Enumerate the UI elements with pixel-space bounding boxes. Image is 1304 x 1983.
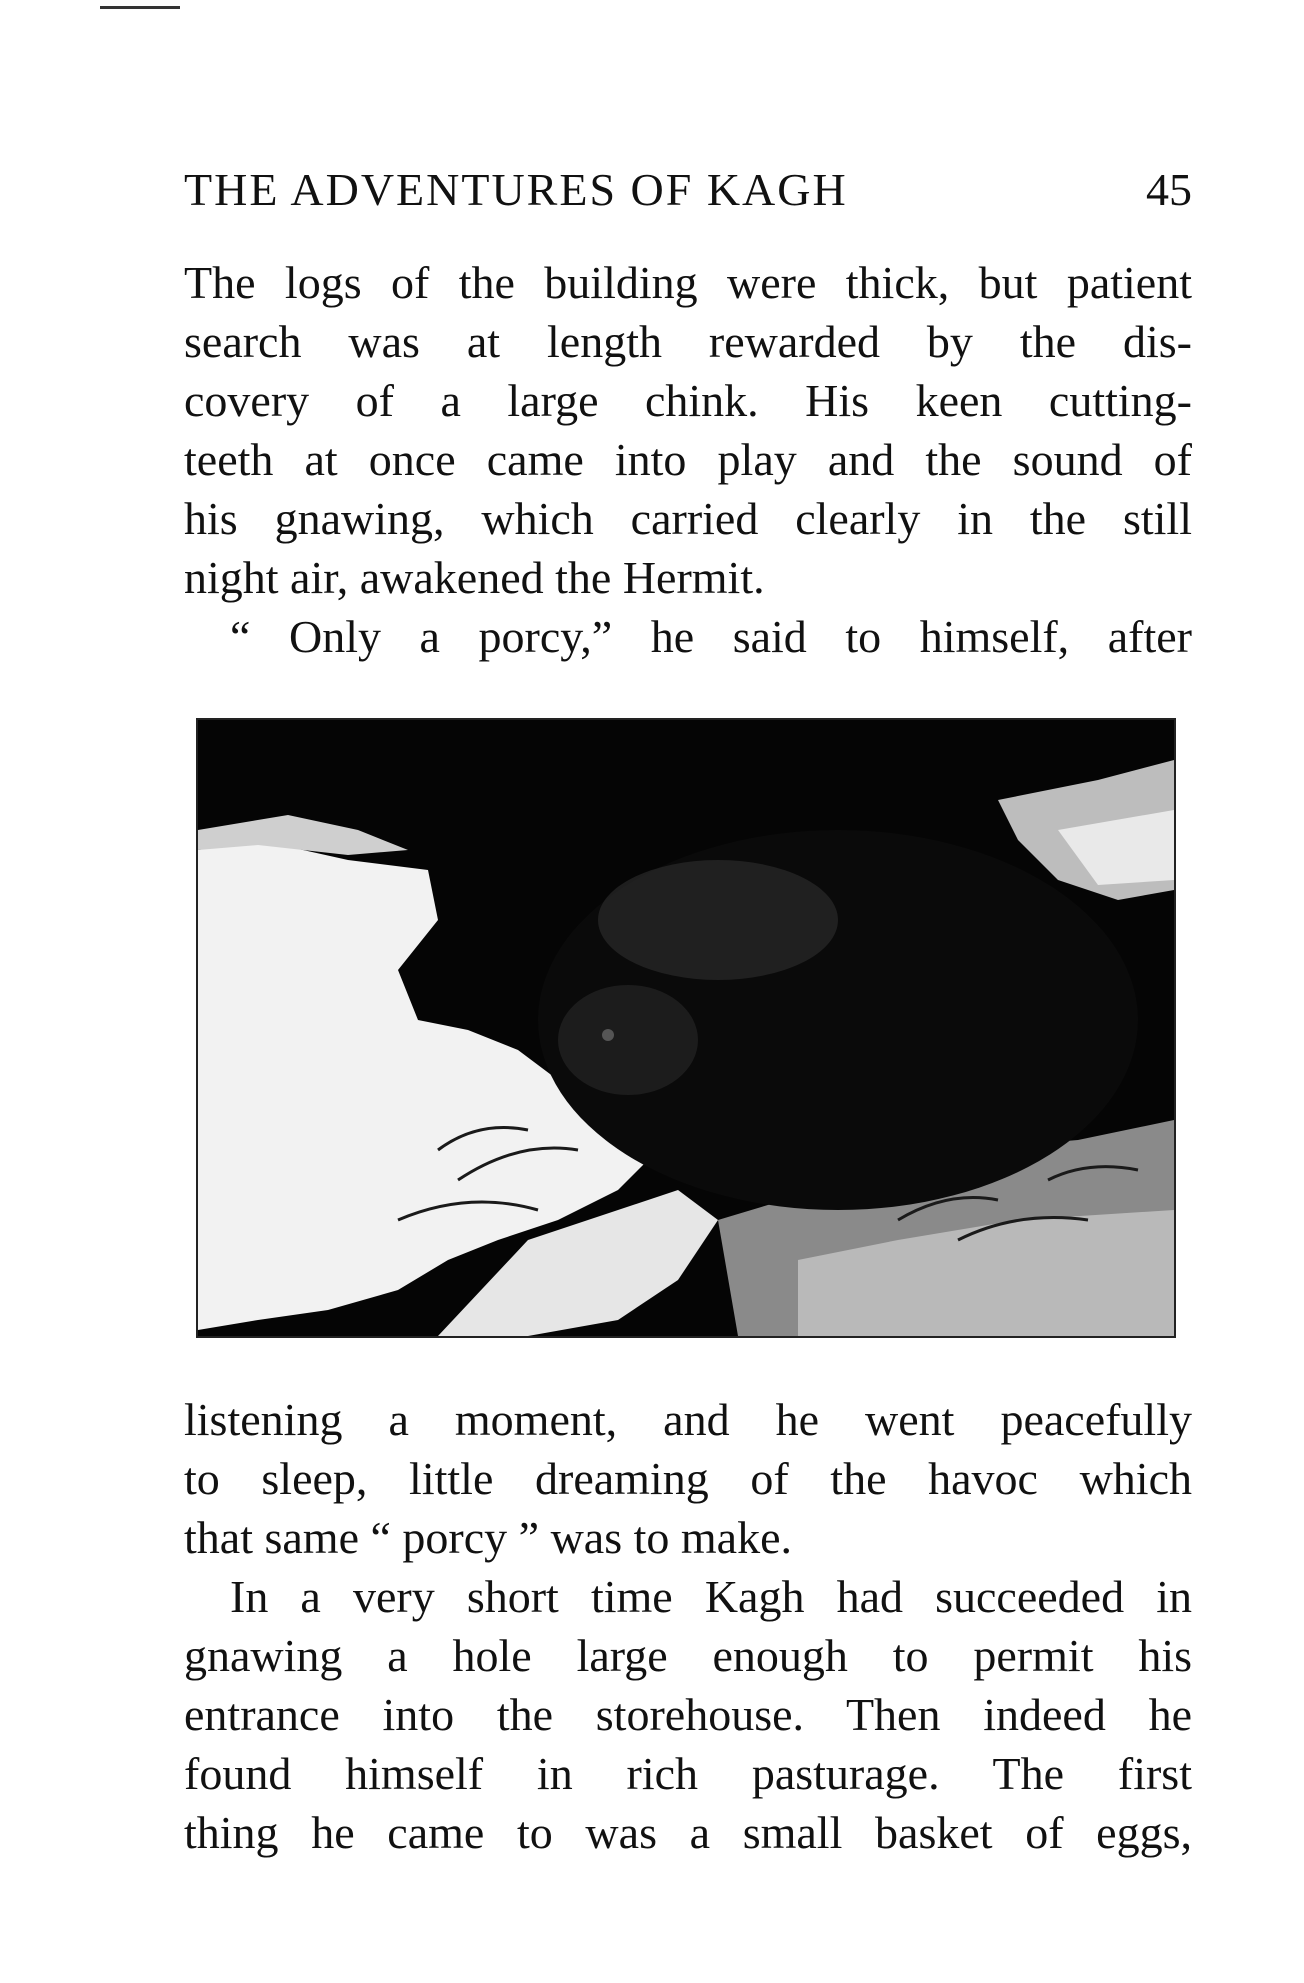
- text-line: entrance into the storehouse. Then indeed he: [184, 1689, 1192, 1740]
- text-line: covery of a large chink. His keen cutting-: [184, 375, 1192, 426]
- text-line: night air, awakened the Hermit.: [184, 552, 765, 603]
- text-line: listening a moment, and he went peacefully: [184, 1394, 1192, 1445]
- text-line: to sleep, little dreaming of the havoc which: [184, 1453, 1192, 1504]
- text-line: found himself in rich pasturage. The first: [184, 1748, 1192, 1799]
- text-line: thing he came to was a small basket of eggs,: [184, 1807, 1192, 1858]
- porcupine-photo: [198, 720, 1174, 1336]
- text-line: gnawing a hole large enough to permit his: [184, 1630, 1192, 1681]
- text-line: “ Only a porcy,” he said to himself, after: [230, 611, 1192, 662]
- paragraph-two: [184, 1390, 1192, 1862]
- page-number: 45: [1146, 164, 1192, 215]
- text-line: his gnawing, which carried clearly in the still: [184, 493, 1192, 544]
- text-line: The logs of the building were thick, but patient: [184, 257, 1192, 308]
- running-header: [184, 160, 1192, 220]
- text-line: search was at length rewarded by the dis-: [184, 316, 1192, 367]
- running-title: THE ADVENTURES OF KAGH: [184, 164, 848, 215]
- text-line: In a very short time Kagh had succeeded in: [230, 1571, 1192, 1622]
- text-line: that same “ porcy ” was to make.: [184, 1512, 792, 1563]
- scan-mark: [100, 6, 180, 9]
- text-line: teeth at once came into play and the sound of: [184, 434, 1192, 485]
- paragraph-one: [184, 253, 1192, 666]
- porcupine-illustration: [196, 718, 1176, 1338]
